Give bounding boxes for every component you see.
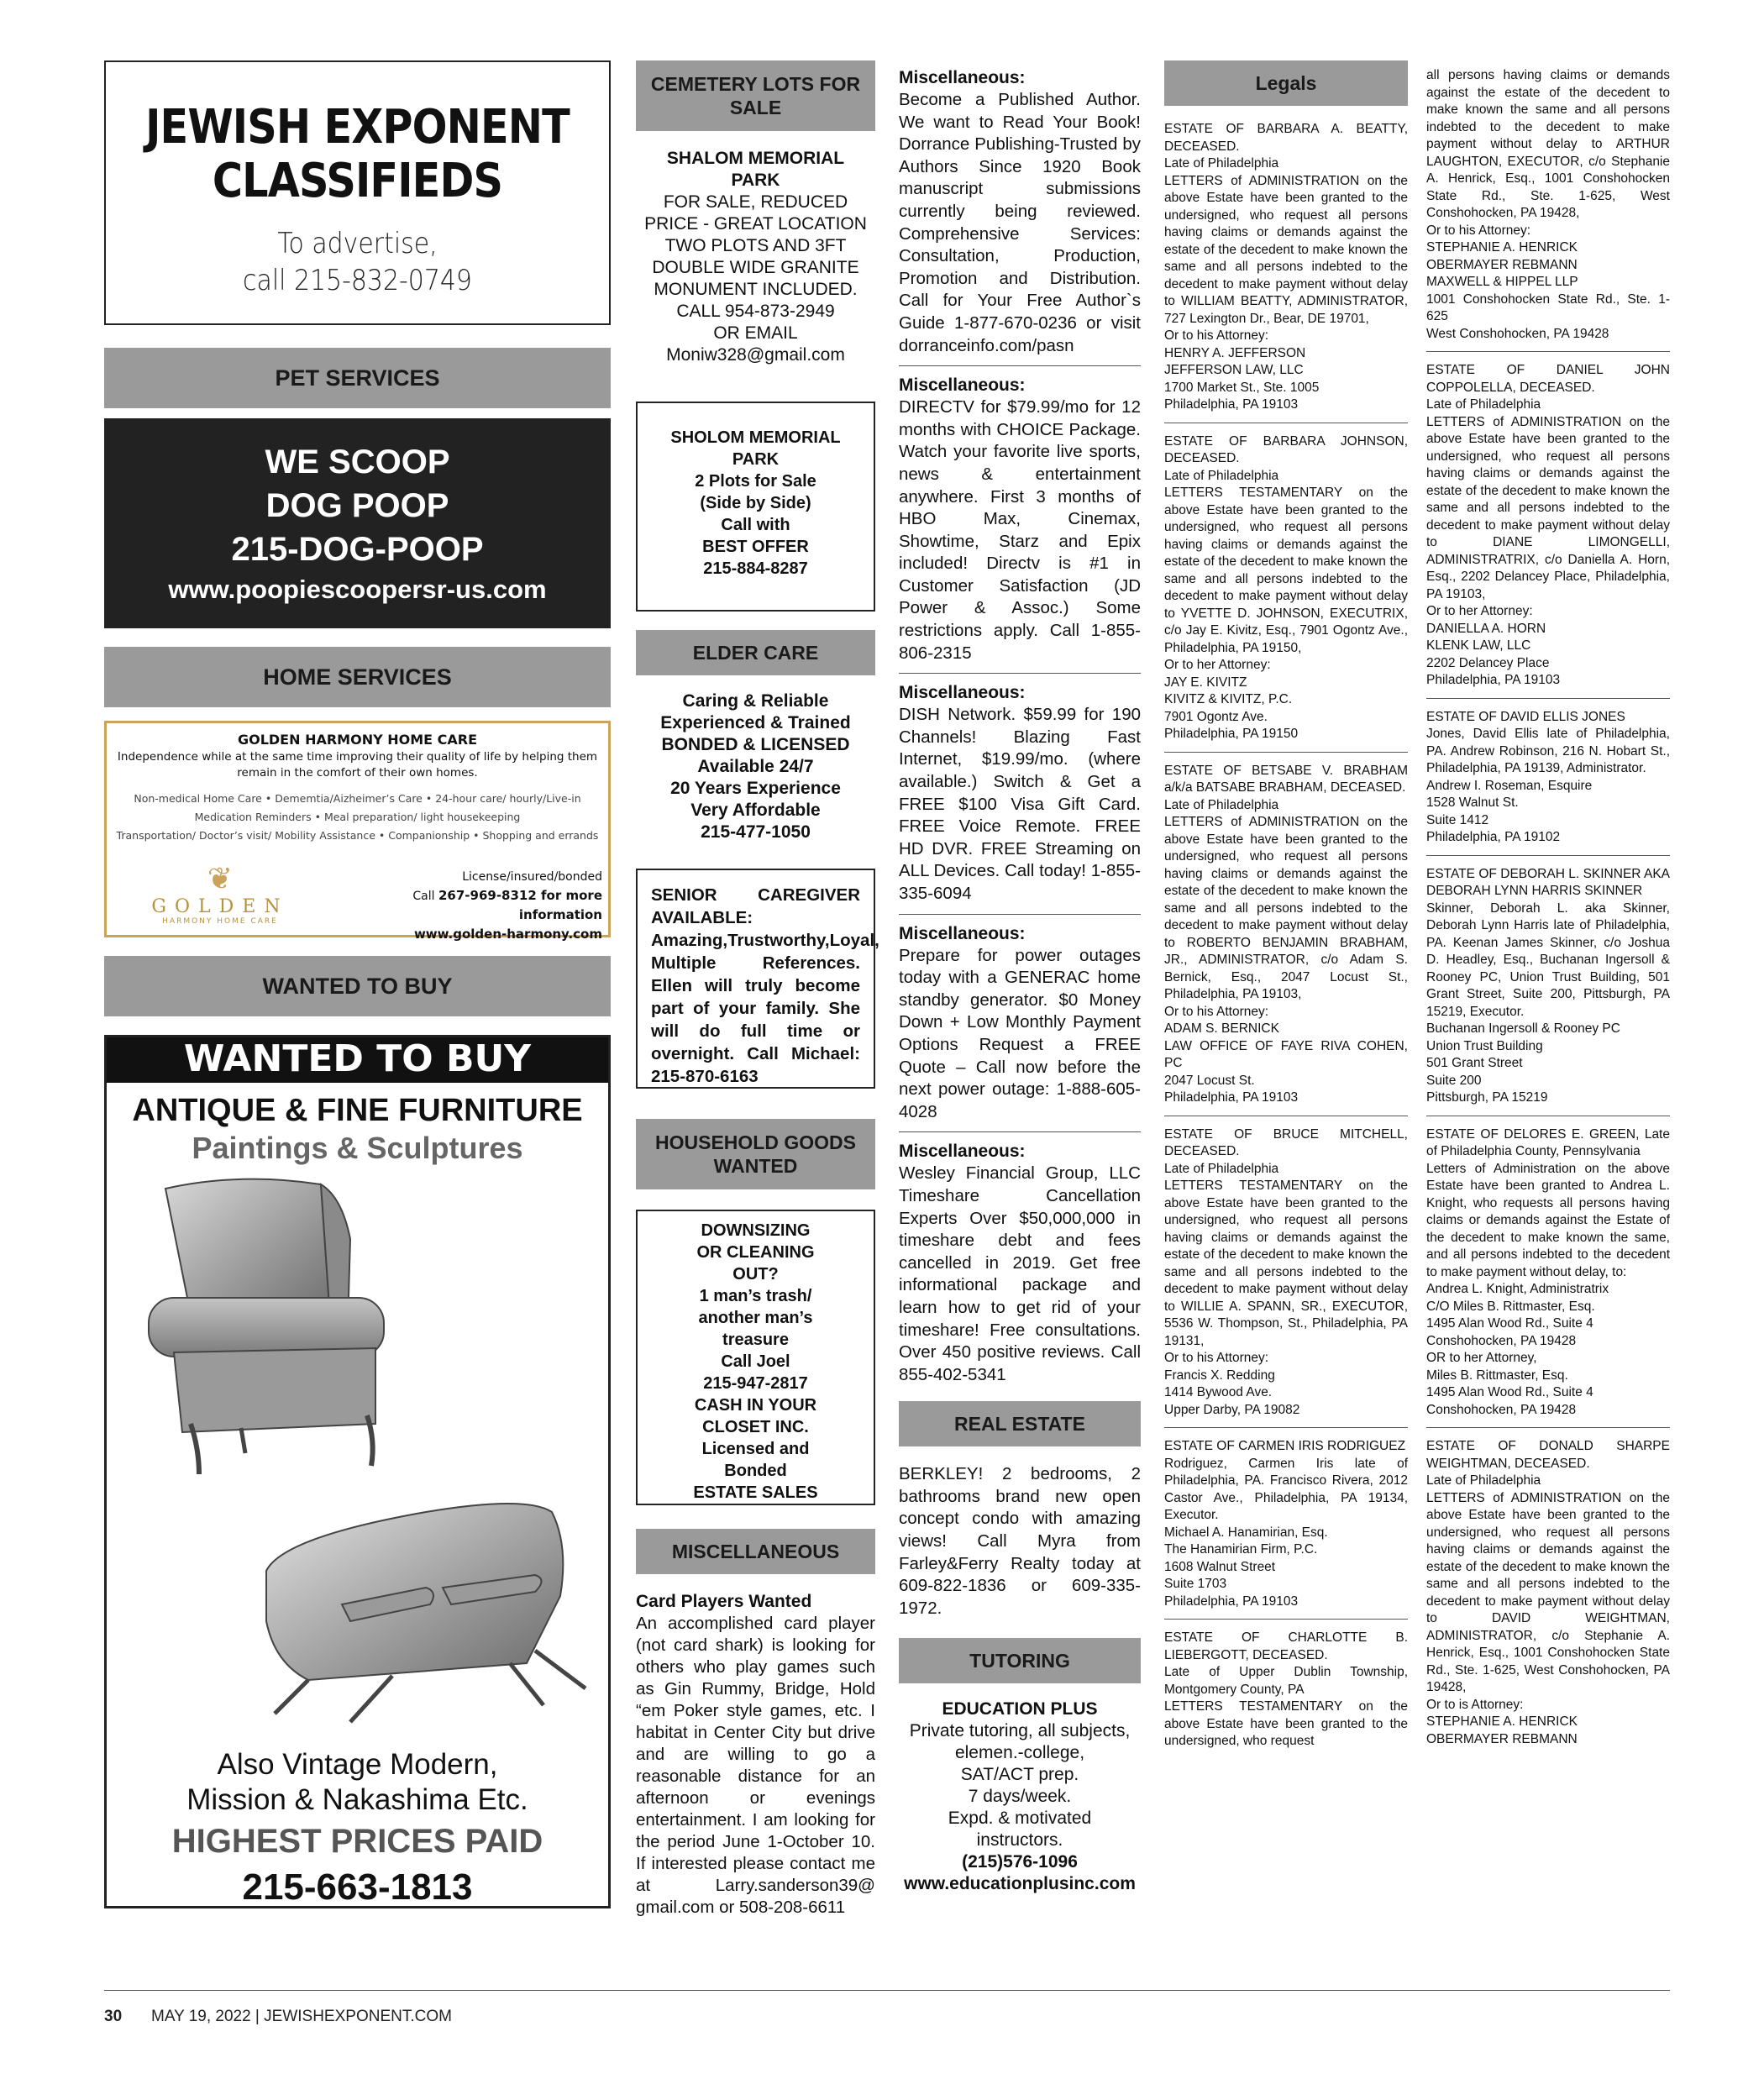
- column-classifieds-left: [104, 60, 611, 1908]
- household-phone[interactable]: 215-947-2817: [703, 1374, 808, 1393]
- household-line: CLOSET INC.: [702, 1418, 809, 1436]
- shalom-line: PRICE - GREAT LOCATION: [644, 214, 867, 234]
- household-line: Licensed and: [701, 1440, 810, 1458]
- golden-service-line: Transportation/ Doctor’s visit/ Mobility Assistance • Companionship • Shopping and errands: [116, 829, 599, 842]
- wanted-line4: HIGHEST PRICES PAID: [171, 1823, 543, 1860]
- golden-title: GOLDEN HARMONY HOME CARE: [237, 732, 478, 748]
- household-line: DOWNSIZING: [701, 1221, 811, 1240]
- legal-notice: ESTATE OF BRUCE MITCHELL, DECEASED. Late of Philadelphia LETTERS TESTAMENTARY on the above Estate have been granted to the undersigned, who request all persons having claims or demands against the estate of the decedent to make known the same and all persons indebted to the decedent to make payment without delay to WILLIE A. SPANN, SR., EXECUTOR, 5536 W. Thompson, St., Philadelphia, PA 19131, Or to his Attorney: Francis X. Redding 1414 Bywood Ave. Upper Darby, PA 19082: [1164, 1126, 1408, 1429]
- misc-body: DISH Network. $59.99 for 190 Channels! Blazing Fast Internet, $19.99/mo. (where available.) Switch & Get a FREE $100 Visa Gift Card. FREE Voice Remote. FREE HD DVR. FREE Streaming on ALL Devices. Call today! 1-855-335-6094: [899, 705, 1141, 903]
- shalom-title: SHALOM MEMORIAL: [666, 149, 845, 168]
- golden-call-post: for more information: [518, 888, 602, 922]
- armchair-image: [140, 1172, 476, 1483]
- misc-item: [899, 375, 1141, 674]
- shalom-line: FOR SALE, REDUCED: [663, 192, 848, 212]
- pet-ad-line: DOG POOP: [265, 487, 449, 524]
- home-services-header: HOME SERVICES: [104, 647, 611, 707]
- elder-line: BONDED & LICENSED: [661, 735, 850, 754]
- tutoring-phone[interactable]: (215)576-1096: [962, 1852, 1078, 1872]
- household-line: ESTATE SALES: [693, 1483, 818, 1502]
- misc-item: [899, 1141, 1141, 1394]
- golden-desc: Independence while at the same time improving their quality of life by helping them remain in the comfort of their own homes.: [117, 750, 598, 780]
- household-box: [636, 1210, 875, 1505]
- shalom-line: DOUBLE WIDE GRANITE: [652, 258, 859, 277]
- golden-license: License/insured/bonded: [462, 870, 602, 884]
- legal-notice: ESTATE OF DONALD SHARPE WEIGHTMAN, DECEASED. Late of Philadelphia LETTERS of ADMINISTRATION on the above Estate have been granted to the undersigned, who request all persons having claims or demands against the estate of the decedent to make known the same and all persons indebted to the decedent to make payment without delay to DAVID WEIGHTMAN, ADMINISTRATOR, c/o Stephanie A. Henrick, Esq., 1001 Conshohocken State Rd., Ste. 1-625, West Conshohocken, PA 19428, Or to is Attorney: STEPHANIE A. HENRICK OBERMAYER REBMANN: [1426, 1439, 1670, 1746]
- sholom-line: Call with: [721, 516, 790, 534]
- senior-caregiver-box: SENIOR CAREGIVER AVAILABLE: Amazing,Trustworthy,Loyal, Multiple References. Ellen will truly become part of your family. She will do full time or overnight. Call Michael: 215-870-6163: [636, 869, 875, 1089]
- lounge-chair-image: [258, 1495, 602, 1730]
- miscellaneous-header: MISCELLANEOUS: [636, 1529, 875, 1574]
- pet-ad-line: WE SCOOP: [265, 444, 450, 480]
- misc-heading: Miscellaneous:: [899, 1142, 1026, 1162]
- misc-body: Wesley Financial Group, LLC Timeshare Cancellation Experts Over $50,000,000 in timeshare debt and fees cancelled in 2019. Get free informational package and learn how to get rid of your timeshare! Free consultations. Over 450 positive reviews. Call 855-402-5341: [899, 1163, 1141, 1384]
- legal-notice: all persons having claims or demands against the estate of the decedent to make known the same and all persons indebted to the decedent to make payment without delay to ARTHUR LAUGHTON, EXECUTOR, c/o Stephanie A. Henrick, Esq., 1001 Conshohocken State Rd., Ste. 1-625, West Conshohocken, PA 19428, Or to his Attorney: STEPHANIE A. HENRICK OBERMAYER REBMANN MAXWELL & HIPPEL LLP 1001 Conshohocken State Rd., Ste. 1-625 West Conshohocken, PA 19428: [1426, 67, 1670, 352]
- golden-logo: [123, 863, 317, 926]
- household-line: 1 man’s trash/: [699, 1287, 812, 1305]
- real-estate-body: BERKLEY! 2 bedrooms, 2 bathrooms brand new open concept condo with amazing views! Call Myra from Farley&Ferry Realty today at 609-822-1836 or 609-335-1972.: [899, 1464, 1141, 1618]
- legal-notice: ESTATE OF DELORES E. GREEN, Late of Philadelphia County, Pennsylvania Letters of Administration on the above Estate have been granted to Andrea L. Knight, who requests all persons having claims or demands against the Estate of the decedent to make known the same, and all persons indebted to the decedent to make payment without delay, to: Andrea L. Knight, Administratrix C/O Miles B. Rittmaster, Esq. 1495 Alan Wood Rd., Suite 4 Conshohocken, PA 19428 OR to her Attorney, Miles B. Rittmaster, Esq. 1495 Alan Wood Rd., Suite 4 Conshohocken, PA 19428: [1426, 1126, 1670, 1429]
- legal-notice: ESTATE OF BARBARA A. BEATTY, DECEASED. Late of Philadelphia LETTERS of ADMINISTRATION on the above Estate have been granted to the undersigned, who request all persons having claims or demands against the estate of the decedent to make known the same and all persons indebted to the decedent to make payment without delay to WILLIAM BEATTY, ADMINISTRATOR, 727 Lexington Dr., Bear, DE 19701, Or to his Attorney: HENRY A. JEFFERSON JEFFERSON LAW, LLC 1700 Market St., Ste. 1005 Philadelphia, PA 19103: [1164, 121, 1408, 423]
- golden-web[interactable]: www.golden-harmony.com: [413, 927, 602, 942]
- elder-care-header: ELDER CARE: [636, 630, 875, 675]
- tutoring-header: TUTORING: [899, 1638, 1141, 1683]
- tutoring-line: 7 days/week.: [968, 1787, 1072, 1807]
- page-footer: [104, 1990, 1670, 2025]
- elder-line: 20 Years Experience: [670, 779, 841, 798]
- legal-notice: ESTATE OF CHARLOTTE B. LIEBERGOTT, DECEASED. Late of Upper Dublin Township, Montgomery County, PA LETTERS TESTAMENTARY on the above Estate have been granted to the undersigned, who request: [1164, 1630, 1408, 1748]
- cemetery-header: CEMETERY LOTS FOR SALE: [636, 60, 875, 131]
- masthead-title: JEWISH EXPONENT CLASSIFIEDS: [145, 100, 570, 208]
- page-number: 30: [104, 2008, 123, 2025]
- household-line: OR CLEANING: [696, 1243, 815, 1262]
- masthead-box: [104, 60, 611, 325]
- tutoring-title: EDUCATION PLUS: [942, 1699, 1098, 1719]
- card-players-ad: [636, 1591, 875, 1919]
- card-players-title: Card Players Wanted: [636, 1592, 812, 1611]
- shalom-email[interactable]: Moniw328@gmail.com: [666, 345, 845, 365]
- misc-body: DIRECTV for $79.99/mo for 12 months with CHOICE Package. Watch your favorite live sports, news & entertainment anywhere. First 3 months of HBO Max, Cinemax, Showtime, Starz and Epix included! Directv is #1 in Customer Satisfaction (JD Power & Assoc.) Some restrictions apply. Call 1-855-806-2315: [899, 397, 1141, 663]
- shalom-line: TWO PLOTS AND 3FT: [664, 236, 847, 255]
- legal-notice: ESTATE OF DAVID ELLIS JONES Jones, David Ellis late of Philadelphia, PA. Andrew Robinson, 216 N. Hobart St., Philadelphia, PA 19139, Administrator. Andrew I. Roseman, Esquire 1528 Walnut St. Suite 1412 Philadelphia, PA 19102: [1426, 709, 1670, 856]
- legal-notice: ESTATE OF BETSABE V. BRABHAM a/k/a BATSABE BRABHAM, DECEASED. Late of Philadelphia LETTERS of ADMINISTRATION on the above Estate have been granted to the undersigned, who request all persons having claims or demands against the estate of the decedent to make known the same and all persons indebted to the decedent to make payment without delay to ROBERTO BENJAMIN BRABHAM, JR., ADMINISTRATOR, c/o Adam S. Bernick, Esq., 2047 Locust St., Philadelphia, PA 19103, Or to his Attorney: ADAM S. BERNICK LAW OFFICE OF FAYE RIVA COHEN, PC 2047 Locust St. Philadelphia, PA 19103: [1164, 763, 1408, 1116]
- shalom-line: MONUMENT INCLUDED.: [654, 280, 858, 299]
- shalom-ad: [636, 148, 875, 366]
- elder-care-ad: [636, 690, 875, 843]
- sholom-phone[interactable]: 215-884-8287: [703, 559, 808, 578]
- elder-phone[interactable]: 215-477-1050: [701, 822, 811, 842]
- sholom-line: (Side by Side): [700, 494, 811, 512]
- golden-contact: [333, 868, 602, 944]
- household-line: Bonded: [724, 1462, 787, 1480]
- misc-heading: Miscellaneous:: [899, 683, 1026, 703]
- tutoring-line: elemen.-college,: [954, 1743, 1085, 1763]
- legals-header: Legals: [1164, 60, 1408, 106]
- card-players-body: An accomplished card player (not card shark) is looking for others who play games such as Gin Rummy, Bridge, Hold “em Poker style games, etc. I habitat in Center City but drive and are willing to go a reasonable distance for an afternoon or evenings entertainment. I am looking for the period June 1-October 10. If interested please contact me at Larry.sanderson39@ gmail.com or 508-208-6611: [636, 1614, 875, 1917]
- misc-item: [899, 923, 1141, 1133]
- tutoring-line: Expd. & motivated: [948, 1809, 1092, 1829]
- household-line: treasure: [722, 1331, 789, 1349]
- golden-services: [115, 790, 600, 845]
- household-line: Call Joel: [721, 1352, 790, 1371]
- misc-item: [899, 682, 1141, 914]
- pet-services-ad: [104, 418, 611, 628]
- golden-service-line: Non-medical Home Care • Dememtia/Aizheimer’s Care • 24-hour care/ hourly/Live-in: [134, 792, 581, 805]
- tutoring-ad: [899, 1698, 1141, 1895]
- golden-service-line: Medication Reminders • Meal preparation/ light housekeeping: [194, 811, 521, 823]
- tutoring-line: SAT/ACT prep.: [960, 1765, 1079, 1785]
- wanted-phone[interactable]: 215-663-1813: [242, 1866, 473, 1908]
- household-header: HOUSEHOLD GOODS WANTED: [636, 1119, 875, 1189]
- elder-line: Experienced & Trained: [660, 713, 851, 732]
- household-line: another man’s: [698, 1309, 813, 1327]
- tutoring-line: instructors.: [976, 1830, 1063, 1851]
- shalom-line: CALL 954-873-2949: [676, 302, 835, 321]
- elder-line: Caring & Reliable: [682, 691, 829, 711]
- column-classifieds-center: [636, 60, 879, 1919]
- legal-notice: ESTATE OF DEBORAH L. SKINNER AKA DEBORAH LYNN HARRIS SKINNER Skinner, Deborah L. aka Skinner, Deborah Lynn Harris late of Philadelphia, PA. Keenan James Skinner, c/o Joshua D. Headley, Esq., Buchanan Ingersoll & Rooney PC, Union Trust Building, 501 Grant Street, Suite 200, Pittsburgh, PA 15219, Executor. Buchanan Ingersoll & Rooney PC Union Trust Building 501 Grant Street Suite 200 Pittsburgh, PA 15219: [1426, 866, 1670, 1116]
- wanted-to-buy-header: WANTED TO BUY: [104, 956, 611, 1016]
- column-legals-right: [1426, 67, 1670, 1767]
- sholom-box: [636, 402, 875, 612]
- legal-notice: ESTATE OF CARMEN IRIS RODRIGUEZ Rodriguez, Carmen Iris late of Philadelphia, PA. Francisco Rivera, 2012 Castor Ave., Philadelphia, PA 19134, Executor. Michael A. Hanamirian, Esq. The Hanamirian Firm, P.C. 1608 Walnut Street Suite 1703 Philadelphia, PA 19103: [1164, 1438, 1408, 1620]
- wings-icon: ❦: [207, 862, 234, 896]
- elder-line: Very Affordable: [690, 801, 821, 820]
- pet-ad-url[interactable]: www.poopiescoopersr-us.com: [168, 575, 547, 604]
- sholom-line: BEST OFFER: [702, 538, 809, 556]
- elder-line: Available 24/7: [697, 757, 814, 776]
- real-estate-header: REAL ESTATE: [899, 1401, 1141, 1446]
- household-line: OUT?: [732, 1265, 779, 1284]
- golden-phone[interactable]: 267-969-8312: [438, 888, 537, 903]
- golden-logo-name: GOLDEN: [151, 896, 289, 917]
- masthead-subtitle: To advertise, call 215-832-0749: [243, 227, 472, 297]
- wanted-line1: ANTIQUE & FINE FURNITURE: [132, 1093, 583, 1128]
- legal-notice: ESTATE OF BARBARA JOHNSON, DECEASED. Late of Philadelphia LETTERS TESTAMENTARY on the above Estate have been granted to the undersigned, who request all persons having claims or demands against the estate of the decedent to make known the same and all persons indebted to the decedent to make payment without delay to YVETTE D. JOHNSON, EXECUTRIX, c/o Jay E. Kivitz, Esq., 7901 Ogontz Ave., Philadelphia, PA 19150, Or to her Attorney: JAY E. KIVITZ KIVITZ & KIVITZ, P.C. 7901 Ogontz Ave. Philadelphia, PA 19150: [1164, 433, 1408, 753]
- golden-call-pre: Call: [412, 890, 438, 903]
- sholom-line: PARK: [732, 450, 780, 469]
- misc-heading: Miscellaneous:: [899, 923, 1026, 943]
- misc-item: [899, 67, 1141, 366]
- household-line: CASH IN YOUR: [694, 1396, 817, 1415]
- wanted-line2: Paintings & Sculptures: [192, 1131, 523, 1165]
- shalom-title: PARK: [731, 171, 780, 190]
- wanted-to-buy-ad: [104, 1035, 611, 1908]
- sholom-line: SHOLOM MEMORIAL: [670, 428, 841, 447]
- tutoring-web[interactable]: www.educationplusinc.com: [904, 1874, 1136, 1894]
- legal-notice: ESTATE OF DANIEL JOHN COPPOLELLA, DECEASED. Late of Philadelphia LETTERS of ADMINISTRATION on the above Estate have been granted to the undersigned, who request all persons having claims or demands against the estate of the decedent to make known the same and all persons indebted to the decedent to make payment without delay to DIANE LIMONGELLI, ADMINISTRATRIX, c/o Daniella A. Horn, Esq., 2202 Delancey Place, Philadelphia, PA 19103, Or to her Attorney: DANIELLA A. HORN KLENK LAW, LLC 2202 Delancey Place Philadelphia, PA 19103: [1426, 362, 1670, 699]
- wanted-banner: WANTED TO BUY: [107, 1037, 608, 1083]
- column-miscellaneous: [899, 67, 1141, 1895]
- misc-heading: Miscellaneous:: [899, 68, 1026, 87]
- misc-body: Prepare for power outages today with a GENERAC home standby generator. $0 Money Down + Low Monthly Payment Options Request a FREE Quote – Call now before the next power outage: 1-888-605-4028: [899, 945, 1141, 1121]
- column-legals-left: [1164, 60, 1408, 1769]
- golden-harmony-ad: [104, 721, 611, 942]
- wanted-line3: Also Vintage Modern, Mission & Nakashima Etc.: [186, 1748, 528, 1816]
- pet-services-header: PET SERVICES: [104, 348, 611, 408]
- footer-date-site: MAY 19, 2022 | JEWISHEXPONENT.COM: [151, 2008, 452, 2025]
- shalom-line: OR EMAIL: [713, 323, 798, 343]
- misc-heading: Miscellaneous:: [899, 375, 1026, 396]
- sholom-line: 2 Plots for Sale: [695, 472, 816, 491]
- tutoring-line: Private tutoring, all subjects,: [909, 1721, 1131, 1741]
- pet-ad-phone: 215-DOG-POOP: [231, 531, 484, 568]
- misc-body: Become a Published Author. We want to Read Your Book! Dorrance Publishing-Trusted by Authors Since 1920 Book manuscript submissions currently being reviewed. Comprehensive Services: Consultation, Production, Promotion and Distribution. Call for Your Free Author`s Guide 1-877-670-0236 or visit dorranceinfo.com/pasn: [899, 90, 1141, 355]
- golden-logo-sub: HARMONY HOME CARE: [162, 917, 278, 926]
